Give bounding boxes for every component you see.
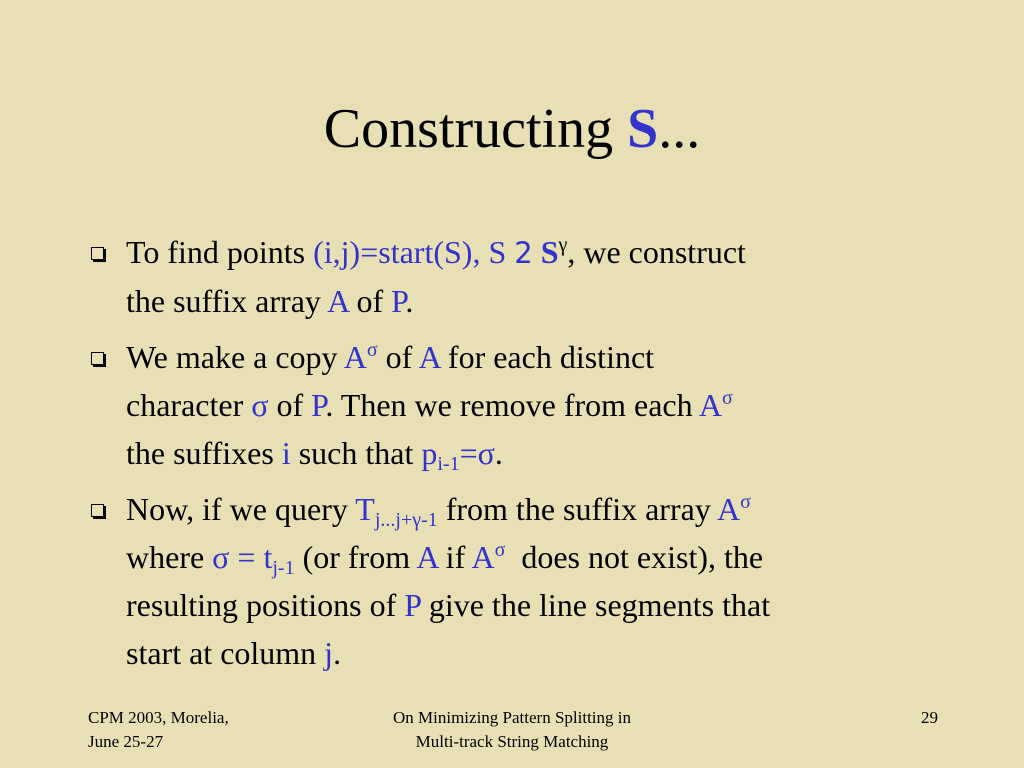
text: , we construct: [567, 234, 746, 270]
footer-title-line-2: Multi-track String Matching: [415, 732, 609, 751]
text: give the line segments that: [420, 587, 771, 623]
footer-paper-title: [300, 706, 724, 754]
text: the suffix array: [126, 283, 328, 319]
text: if: [437, 539, 472, 575]
var-A: A: [471, 539, 495, 575]
s-symbol: S: [532, 234, 559, 270]
text: from the suffix array: [437, 491, 718, 527]
text: . Then we remove from each: [325, 387, 699, 423]
text: .: [333, 635, 342, 671]
index-subscript: i-1: [437, 453, 460, 475]
sigma-superscript: σ: [740, 491, 751, 513]
gamma-superscript: γ: [558, 234, 568, 256]
text: of: [348, 283, 392, 319]
text: We make a copy: [126, 339, 344, 375]
text: such that: [290, 435, 422, 471]
text: start at column: [126, 635, 325, 671]
sigma-superscript: σ: [494, 539, 506, 561]
footer-conference: [88, 706, 229, 754]
text: resulting positions of: [126, 587, 405, 623]
sigma-equals-t: σ = t: [212, 539, 273, 575]
start-expression: (i,j)=start(S), S: [313, 234, 515, 270]
bullet-item-1: [88, 228, 938, 325]
var-sigma: σ: [251, 387, 269, 423]
var-i: i: [281, 435, 291, 471]
var-A: A: [717, 491, 741, 527]
text: (or from: [294, 539, 417, 575]
bullet-item-3: [88, 485, 938, 677]
var-P: P: [311, 387, 326, 423]
var-A: A: [416, 539, 438, 575]
text: To find points: [126, 234, 314, 270]
var-P: P: [391, 283, 406, 319]
sigma-superscript: σ: [721, 387, 733, 409]
text: does not exist), the: [505, 539, 764, 575]
range-subscript: j...j+γ-1: [374, 509, 438, 531]
sigma-superscript: σ: [366, 339, 378, 361]
text: where: [126, 539, 213, 575]
var-P: P: [404, 587, 421, 623]
title-s-symbol: S: [627, 98, 659, 160]
text: of: [268, 387, 312, 423]
var-A: A: [418, 339, 440, 375]
var-p: p: [421, 435, 438, 471]
element-of-symbol: 2: [514, 236, 533, 270]
var-j: j: [324, 635, 334, 671]
text: .: [494, 435, 503, 471]
equals-sigma: =σ: [459, 435, 495, 471]
text: .: [405, 283, 414, 319]
hollow-square-bullet-icon: [91, 247, 104, 260]
var-T: T: [355, 491, 375, 527]
text: for each distinct: [439, 339, 655, 375]
hollow-square-bullet-icon: [91, 352, 104, 365]
title-text: Constructing: [323, 98, 628, 160]
text: the suffixes: [126, 435, 282, 471]
text: character: [126, 387, 252, 423]
text: of: [377, 339, 419, 375]
var-A: A: [698, 387, 722, 423]
var-A: A: [327, 283, 349, 319]
title-ellipsis: ...: [658, 98, 701, 160]
footer-conference-line-1: CPM 2003, Morelia,: [88, 708, 229, 727]
text: Now, if we query: [126, 491, 356, 527]
footer-conference-line-2: June 25-27: [88, 732, 164, 751]
index-subscript: j-1: [272, 557, 295, 579]
slide-title: [0, 96, 1024, 163]
hollow-square-bullet-icon: [91, 504, 104, 517]
var-A: A: [343, 339, 367, 375]
slide-number: 29: [921, 708, 938, 727]
footer-title-line-1: On Minimizing Pattern Splitting in: [393, 708, 631, 727]
bullet-item-2: [88, 333, 938, 477]
bullet-list: [88, 228, 938, 685]
